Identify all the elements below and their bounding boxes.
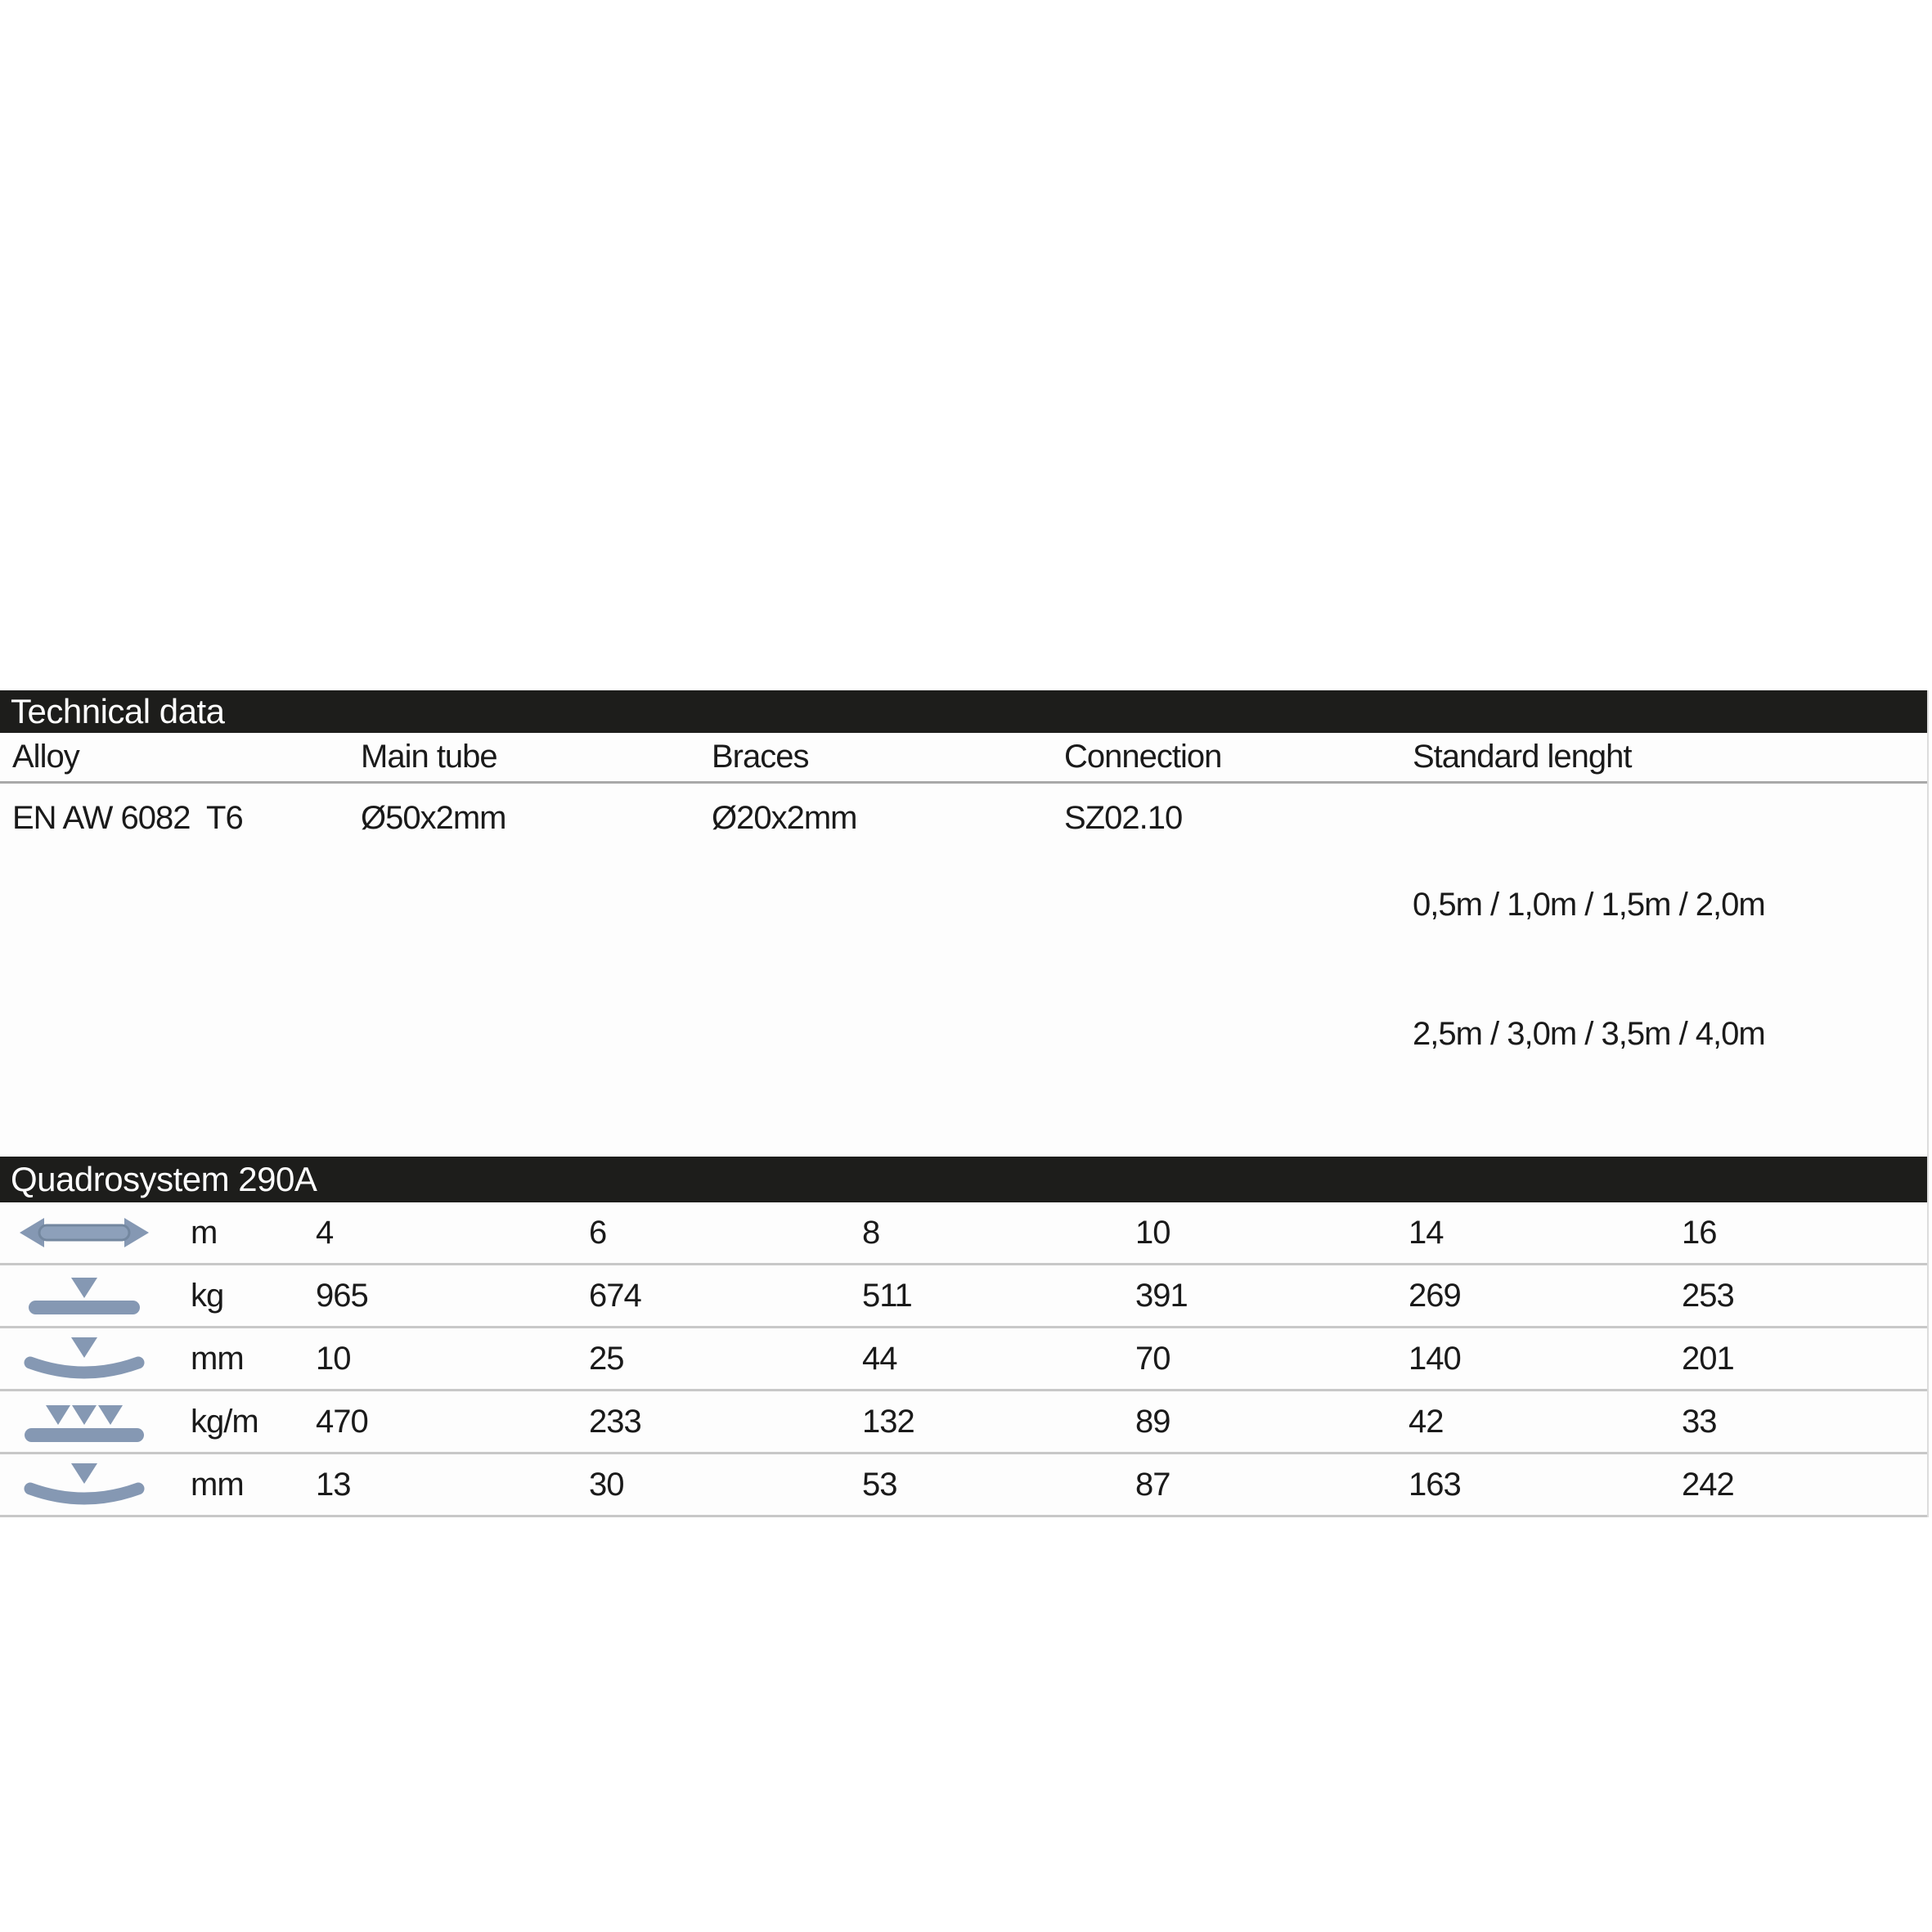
quadrosystem-header-bar [0, 1157, 1927, 1202]
row-value: 33 [1682, 1403, 1717, 1440]
row-value: 253 [1682, 1277, 1734, 1314]
connection-value: SZ02.10 [1064, 800, 1183, 836]
row-value: 10 [1135, 1214, 1170, 1251]
technical-values-row [0, 784, 1927, 1157]
row-value: 201 [1682, 1340, 1734, 1377]
row-value: 53 [862, 1466, 897, 1503]
technical-data-header-bar [0, 690, 1927, 733]
table-row-point-load [0, 1265, 1927, 1328]
row-value: 14 [1409, 1214, 1444, 1251]
technical-column-headers [0, 733, 1927, 784]
row-value: 30 [589, 1466, 624, 1503]
row-value: 42 [1409, 1403, 1444, 1440]
table-row-span [0, 1202, 1927, 1265]
column-header-alloy: Alloy [12, 739, 79, 775]
row-value: 13 [316, 1466, 351, 1503]
row-value: 965 [316, 1277, 368, 1314]
technical-datasheet [0, 690, 1929, 1517]
row-value: 8 [862, 1214, 880, 1251]
main-tube-value: Ø50x2mm [361, 800, 506, 836]
row-unit-label: mm [191, 1466, 244, 1503]
row-value: 70 [1135, 1340, 1170, 1377]
technical-data-title: Technical data [11, 692, 225, 730]
standard-length-line-1: 0,5m / 1,0m / 1,5m / 2,0m [1413, 886, 1765, 923]
table-row-distributed-load [0, 1391, 1927, 1454]
table-row-deflection-point-load [0, 1328, 1927, 1391]
braces-value: Ø20x2mm [712, 800, 857, 836]
row-unit-label: mm [191, 1340, 244, 1377]
column-header-connection: Connection [1064, 739, 1222, 775]
row-value: 4 [316, 1214, 334, 1251]
point-load-icon [23, 1276, 146, 1315]
distributed-load-icon [19, 1400, 150, 1443]
quadrosystem-load-table [0, 1202, 1927, 1517]
row-value: 269 [1409, 1277, 1461, 1314]
row-value: 6 [589, 1214, 607, 1251]
standard-length-value [1413, 797, 1927, 1142]
deflection-icon [23, 1462, 146, 1507]
row-value: 391 [1135, 1277, 1188, 1314]
column-header-standard-length: Standard lenght [1413, 739, 1632, 775]
row-value: 44 [862, 1340, 897, 1377]
quadrosystem-title: Quadrosystem 290A [11, 1160, 317, 1199]
row-unit-label: m [191, 1214, 218, 1251]
row-value: 132 [862, 1403, 914, 1440]
row-unit-label: kg/m [191, 1403, 258, 1440]
alloy-value: EN AW 6082 T6 [12, 800, 243, 836]
row-unit-label: kg [191, 1277, 224, 1314]
row-value: 87 [1135, 1466, 1170, 1503]
table-row-deflection-distributed-load [0, 1454, 1927, 1517]
row-value: 89 [1135, 1403, 1170, 1440]
row-value: 674 [589, 1277, 641, 1314]
row-value: 140 [1409, 1340, 1461, 1377]
row-value: 16 [1682, 1214, 1717, 1251]
deflection-icon [23, 1337, 146, 1381]
row-value: 511 [862, 1277, 912, 1314]
span-arrow-icon [19, 1216, 150, 1249]
row-value: 470 [316, 1403, 368, 1440]
column-header-braces: Braces [712, 739, 809, 775]
row-value: 163 [1409, 1466, 1461, 1503]
row-value: 10 [316, 1340, 351, 1377]
column-header-main-tube: Main tube [361, 739, 497, 775]
row-value: 233 [589, 1403, 641, 1440]
row-value: 242 [1682, 1466, 1734, 1503]
row-value: 25 [589, 1340, 624, 1377]
standard-length-line-2: 2,5m / 3,0m / 3,5m / 4,0m [1413, 1015, 1765, 1052]
